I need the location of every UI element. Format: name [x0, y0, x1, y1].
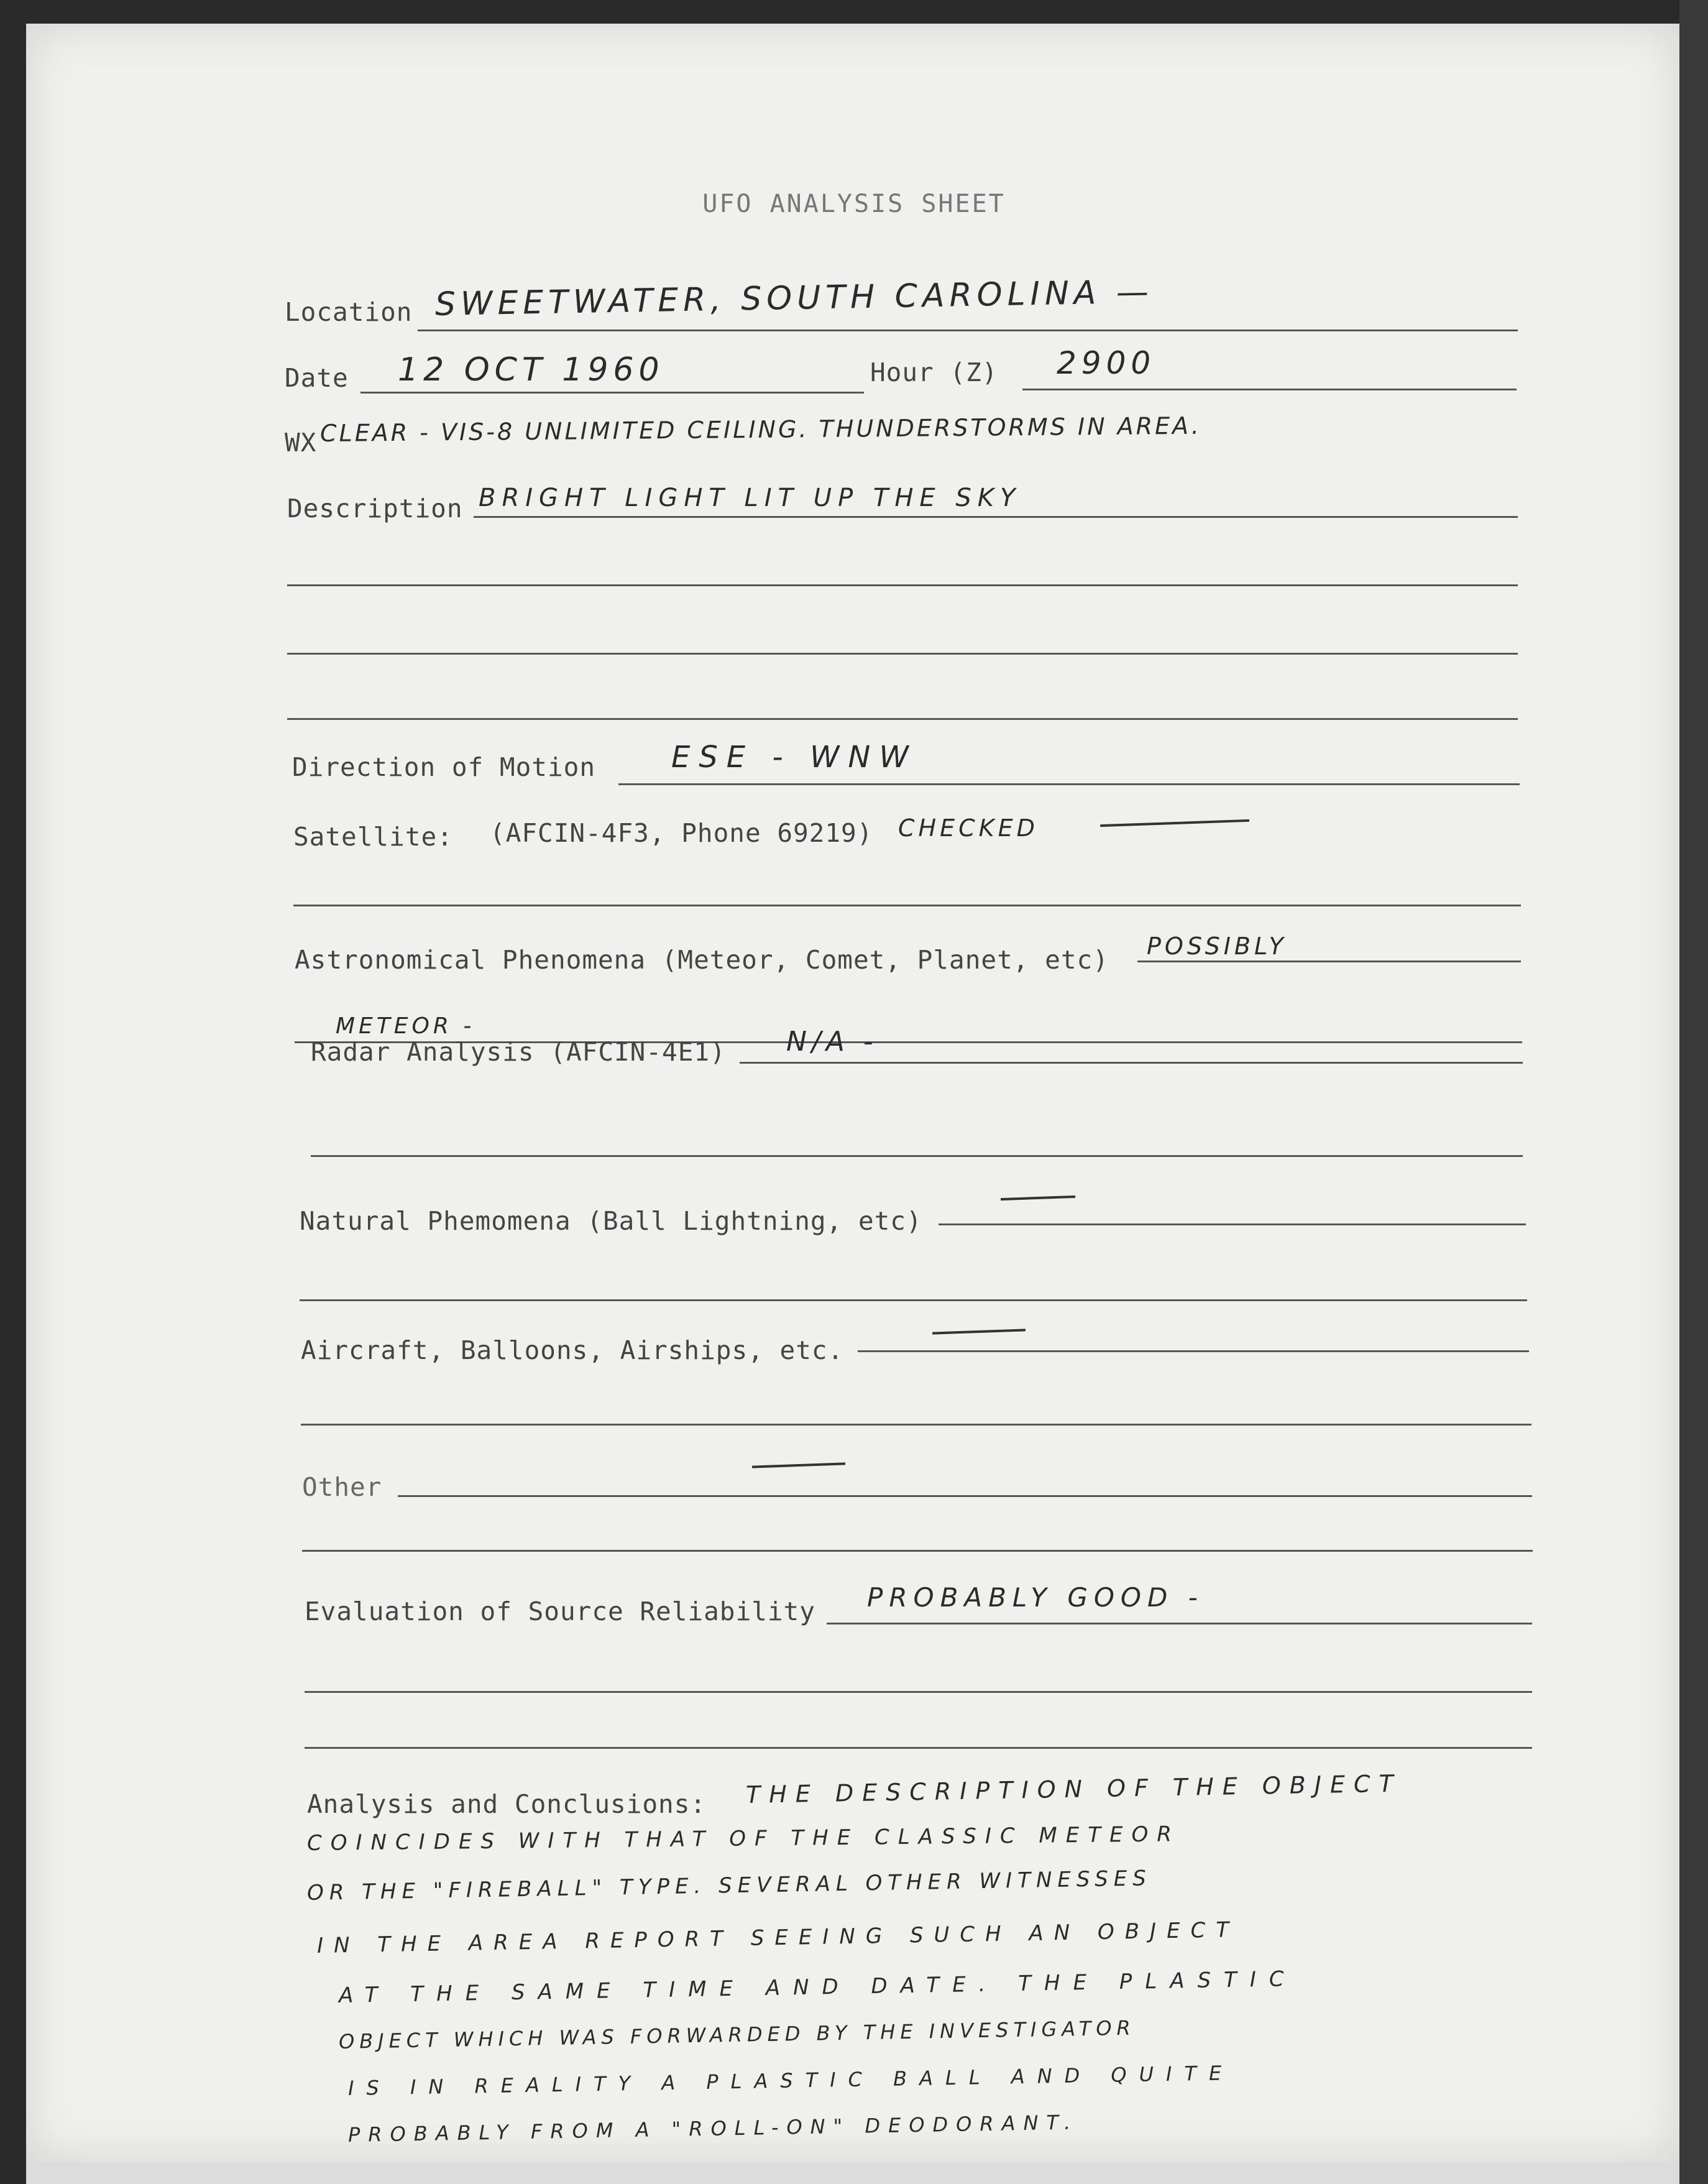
hour-value: 2900	[1057, 345, 1156, 381]
satellite-value: CHECKED	[898, 814, 1039, 842]
analysis-label: Analysis and Conclusions:	[307, 1789, 707, 1819]
evaluation-line-2	[305, 1691, 1532, 1693]
astronomical-value-1: POSSIBLY	[1147, 933, 1287, 960]
natural-label: Natural Phemomena (Ball Lightning, etc)	[300, 1206, 922, 1236]
other-label: Other	[302, 1472, 382, 1502]
analysis-line-6: OBJECT WHICH WAS FORWARDED BY THE INVESTIGATOR	[338, 2016, 1136, 2053]
page-edge-right	[1679, 0, 1708, 2184]
analysis-line-5: AT THE SAME TIME AND DATE. THE PLASTIC	[338, 1966, 1297, 2008]
location-line	[418, 329, 1518, 331]
date-label: Date	[285, 363, 349, 393]
satellite-label: Satellite:	[293, 822, 453, 852]
description-line-3	[287, 653, 1518, 655]
analysis-line-7: IS IN REALITY A PLASTIC BALL AND QUITE	[347, 2061, 1234, 2100]
natural-line-1	[939, 1223, 1526, 1225]
evaluation-label: Evaluation of Source Reliability	[305, 1597, 815, 1626]
description-label: Description	[287, 494, 463, 523]
aircraft-line-2	[301, 1424, 1531, 1426]
satellite-line	[293, 905, 1521, 906]
satellite-ref: (AFCIN-4F3, Phone 69219)	[490, 818, 873, 848]
wx-label: WX	[285, 428, 317, 458]
radar-line-2	[311, 1155, 1523, 1157]
description-line-2	[287, 584, 1518, 586]
other-line-2	[302, 1550, 1533, 1552]
radar-line-1	[740, 1062, 1523, 1064]
hour-label: Hour (Z)	[870, 357, 998, 387]
evaluation-line-3	[305, 1747, 1532, 1749]
astronomical-line-1	[1137, 961, 1521, 962]
date-value: 12 OCT 1960	[398, 351, 664, 389]
wx-value: CLEAR - VIS-8 UNLIMITED CEILING. THUNDERSTORMS IN AREA.	[319, 412, 1201, 447]
natural-line-2	[300, 1299, 1527, 1301]
analysis-line-8: PROBABLY FROM A "ROLL-ON" DEODORANT.	[347, 2110, 1079, 2147]
description-value: BRIGHT LIGHT LIT UP THE SKY	[479, 484, 1022, 512]
location-value: SWEETWATER, SOUTH CAROLINA —	[434, 273, 1154, 323]
direction-line	[618, 783, 1520, 785]
direction-label: Direction of Motion	[292, 752, 595, 782]
page-edge-bottom	[26, 2162, 1679, 2184]
analysis-line-3: OR THE "FIREBALL" TYPE. SEVERAL OTHER WITNESSES	[306, 1866, 1152, 1905]
analysis-line-4: IN THE AREA REPORT SEEING SUCH AN OBJECT	[316, 1917, 1240, 1958]
evaluation-line-1	[827, 1623, 1532, 1624]
astronomical-label: Astronomical Phenomena (Meteor, Comet, Planet, etc)	[295, 945, 1109, 975]
other-line-1	[398, 1495, 1532, 1497]
analysis-line-2: COINCIDES WITH THAT OF THE CLASSIC METEOR	[306, 1822, 1181, 1856]
evaluation-value: PROBABLY GOOD -	[867, 1582, 1204, 1613]
radar-label: Radar Analysis (AFCIN-4E1)	[311, 1037, 726, 1067]
date-line	[360, 392, 864, 394]
form-title: UFO ANALYSIS SHEET	[702, 190, 1006, 218]
aircraft-label: Aircraft, Balloons, Airships, etc.	[301, 1335, 844, 1365]
direction-value: ESE - WNW	[671, 740, 917, 775]
location-label: Location	[285, 297, 413, 327]
radar-value: N/A -	[786, 1026, 878, 1057]
description-line-1	[474, 516, 1518, 518]
analysis-line-1: THE DESCRIPTION OF THE OBJECT	[745, 1769, 1403, 1808]
hour-line	[1022, 389, 1517, 390]
description-line-4	[287, 718, 1518, 720]
aircraft-line-1	[858, 1350, 1529, 1352]
astronomical-value-2: METEOR -	[336, 1013, 475, 1039]
